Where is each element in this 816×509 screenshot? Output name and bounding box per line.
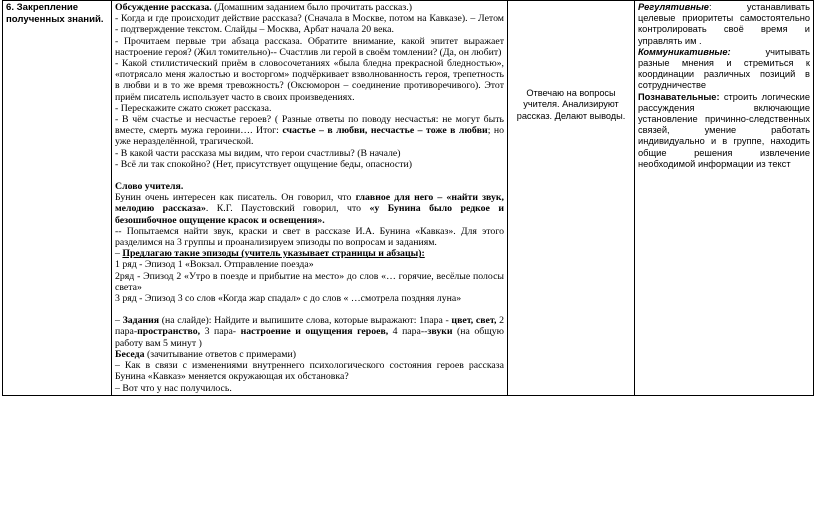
task-label: Задания [122, 315, 160, 327]
episodes-offer [115, 248, 504, 259]
paustovsky-quote: «у Бунина было редкое и безошибочное ощущение красок и освещения». [115, 203, 504, 226]
teacher-word-heading: Слово учителя. [115, 181, 184, 193]
task-keyword: пространство, [137, 326, 201, 338]
conversation-question: – Вот что у нас получилось. [115, 382, 232, 394]
stage-title: 6. Закрепление полученных знаний. [6, 2, 104, 25]
cognitive-text: строить логические рассуждения включающие установление причинно-следственных связей, умение работать индивидуально и в группе, находить общие решения извлечение необходимой информации из текст [638, 91, 810, 169]
bunin-quote: главное для него – «найти звук, мелодию рассказа» [115, 192, 505, 215]
teacher-text: . К.Г. Паустовский говорил, что [205, 203, 370, 215]
dash: – [115, 248, 123, 260]
regulatory-label: Регулятивные [638, 2, 709, 12]
discussion-line: - Всё ли так спокойно? (Нет, присутствует ощущение беды, опасности) [115, 158, 412, 170]
episode-item: 2ряд - Эпизод 2 «Утро в поезде и прибытие на место» до слов «… горячие, весёлые полосы света» [115, 270, 504, 293]
happiness-end: ; но уже неразделённой, трагической. [115, 125, 505, 148]
teacher-paragraph [115, 192, 504, 226]
task-keyword: звуки [427, 326, 453, 338]
happiness-question [115, 114, 504, 148]
episodes-offer-text: Предлагаю такие эпизоды (учитель указывает страницы и абзацы): [122, 248, 425, 260]
task-paragraph [115, 315, 504, 349]
discussion-heading-note: (Домашним заданием было прочитать рассказ.) [211, 2, 412, 13]
task-text: 3 пара- [200, 326, 241, 338]
table-row [3, 1, 814, 396]
episode-item: 1 ряд - Эпизод 1 «Вокзал. Отправление поезда» [115, 259, 314, 271]
discussion-line: - Прочитаем первые три абзаца рассказа. Обратите внимание, какой эпитет выражает настроение героя? (Жил томительно)-- Счастлив ли герой в своём томлении? (Да, он любит) [115, 35, 504, 58]
discussion-line: - Какой стилистический приём в словосочетаниях «была бледна прекрасной бледностью», «потрясало меня жалостью и восторгом» подчёркивает взволнованность героя, трепетность в любви и в то же время тревожность? (Оксюморон – соединение противоречивого). Этот приём писатель использует часто в своих произведениях. [115, 58, 504, 103]
discussion-line: - В какой части рассказа мы видим, что герои счастливы? (В начале) [115, 147, 401, 159]
conversation-note: (зачитывание ответов с примерами) [144, 348, 296, 360]
communicative-text: учитывать разные мнения и стремиться к координации различных позиций в сотрудничестве [638, 46, 810, 91]
lesson-plan-table [2, 0, 814, 396]
happiness-answer: счастье – в любви, несчастье – тоже в любви [282, 125, 488, 137]
uud-cell [635, 1, 814, 396]
teacher-activity-cell [112, 1, 508, 396]
regulatory-text: : устанавливать целевые приоритеты самостоятельно контролировать своё время и управлять им . [638, 2, 810, 46]
dash: – [115, 315, 123, 327]
discussion-heading: Обсуждение рассказа. [115, 2, 212, 13]
discussion-line: - Когда и где происходит действие рассказа? (Сначала в Москве, потом на Кавказе). – Летом - подтверждение текстом. Слайды – Москва, Арбат начала 20 века. [115, 13, 504, 36]
task-text: (на слайде): Найдите и выпишите слова, которые выражают: 1пара - [159, 315, 452, 327]
communicative-skills [638, 47, 810, 92]
task-text: 4 пара-- [388, 326, 428, 338]
teacher-text: Бунин очень интересен как писатель. Он говорил, что [115, 192, 356, 204]
stage-cell [3, 1, 112, 396]
conversation-line [115, 349, 504, 360]
teacher-paragraph: -- Попытаемся найти звук, краски и свет в рассказе И.А. Бунина «Кавказ». Для этого разделимся на 3 группы и проанализируем эпизоды по вопросам и заданиям. [115, 225, 504, 249]
communicative-label: Коммуникативные: [638, 46, 731, 57]
cognitive-skills [638, 92, 810, 170]
task-text: (на общую работу вам 5 минут ) [115, 326, 504, 349]
cognitive-label: Познавательные: [638, 91, 720, 102]
student-activity-cell [508, 1, 635, 396]
student-activity-text: Отвечаю на вопросы учителя. Анализируют рассказ. Делают выводы. [516, 88, 626, 121]
conversation-question: – Как в связи с изменениями внутреннего психологического состояния героев рассказа Бунина «Кавказ» меняется окружающая их обстановка? [115, 360, 504, 383]
discussion-heading-line [115, 2, 504, 13]
task-text: 2 пара- [115, 315, 504, 338]
happiness-question-text: - В чём счастье и несчастье героев? ( Разные ответы по поводу несчастья: не могут быть вместе, смерть мужа героини…. Итог: [115, 114, 504, 137]
regulatory-skills [638, 2, 810, 47]
conversation-label: Беседа [115, 348, 145, 360]
task-keyword: цвет, свет, [451, 315, 497, 327]
task-keyword: настроение и ощущения героев, [240, 326, 389, 338]
discussion-line: - Перескажите сжато сюжет рассказа. [115, 102, 272, 114]
episode-item: 3 ряд - Эпизод 3 со слов «Когда жар спадал» с до слов « …смотрела поздняя луна» [115, 293, 462, 305]
